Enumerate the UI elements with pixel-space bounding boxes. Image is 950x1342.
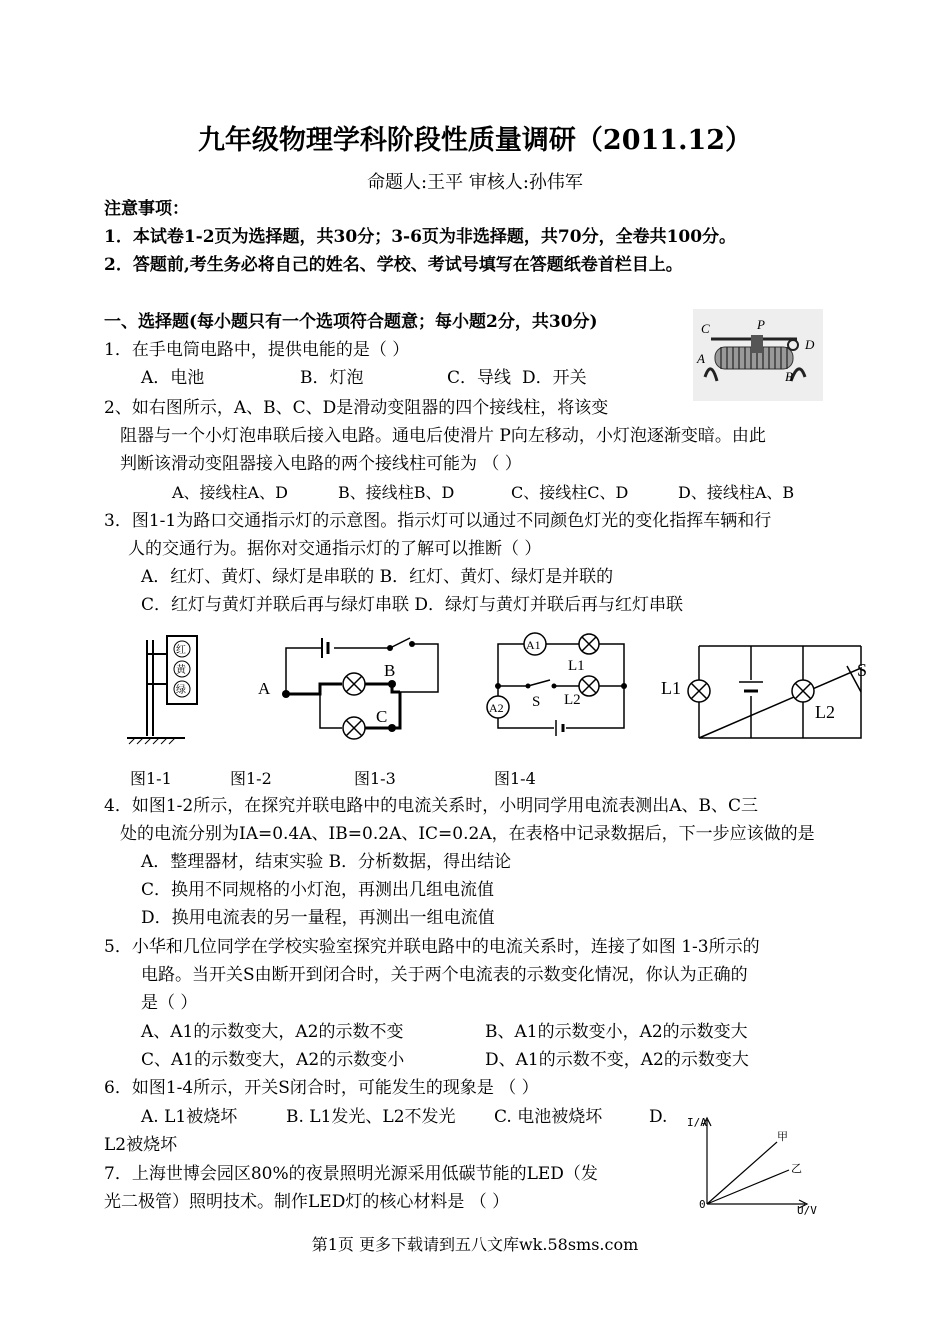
rheostat-slider — [751, 335, 763, 353]
figure-1-3 — [484, 630, 634, 740]
caption-fig-1-3: 图1-3 — [354, 769, 396, 788]
iu-graph — [685, 1112, 825, 1217]
lamp-l1-label: L1 — [568, 658, 585, 674]
series-jia-label: 甲 — [777, 1130, 788, 1143]
label-a: A — [697, 351, 705, 366]
q6-option-b: B. L1发光、L2不发光 — [286, 1107, 456, 1127]
f4-lamp-l1-label: L1 — [661, 678, 681, 698]
node-c-label: C — [376, 707, 388, 726]
ammeter-a1-label: A1 — [526, 638, 541, 652]
q4-options-ab: A．整理器材，结束实验 B．分析数据，得出结论 — [141, 852, 512, 872]
q2-option-d: D、接线柱A、B — [678, 483, 795, 502]
note-item: 2．答题前,考生务必将自己的姓名、学校、考试号填写在答题纸卷首栏目上。 — [104, 255, 683, 275]
line-yi — [707, 1170, 789, 1204]
figure-1-4 — [655, 636, 885, 746]
q6-option-d: D. — [649, 1107, 668, 1127]
f4-switch-s-label: S — [857, 660, 868, 680]
q3-line1: 3．图1-1为路口交通指示灯的示意图。指示灯可以通过不同颜色灯光的变化指挥车辆和行 — [104, 511, 772, 531]
caption-fig-1-1: 图1-1 — [130, 769, 172, 788]
page-title: 九年级物理学科阶段性质量调研（2011.12） — [197, 125, 753, 156]
q5-option-d: D、A1的示数不变，A2的示数变大 — [485, 1050, 749, 1070]
q1-option-a: A．电池 — [141, 368, 205, 388]
series-yi-label: 乙 — [791, 1162, 802, 1175]
q1-option-b: B．灯泡 — [300, 368, 364, 388]
q2-option-a: A、接线柱A、D — [172, 483, 288, 502]
caption-fig-1-2: 图1-2 — [230, 769, 272, 788]
switch-s-label: S — [532, 694, 541, 710]
origin-label: 0 — [699, 1198, 706, 1211]
q7-line2: 光二极管）照明技术。制作LED灯的核心材料是 （ ） — [104, 1192, 510, 1212]
light-red-label: 红 — [176, 645, 186, 656]
light-yellow-label: 黄 — [176, 665, 186, 676]
q5-line1: 5．小华和几位同学在学校实验室探究并联电路中的电流关系时，连接了如图 1-3所示的 — [104, 937, 760, 957]
q5-line3: 是（ ） — [141, 993, 198, 1013]
q4-line1: 4．如图1-2所示，在探究并联电路中的电流关系时，小明同学用电流表测出A、B、C三 — [104, 796, 758, 816]
q3-options-cd: C．红灯与黄灯并联后再与绿灯串联 D．绿灯与黄灯并联后再与红灯串联 — [141, 595, 684, 615]
q5-option-c: C、A1的示数变大，A2的示数变小 — [141, 1050, 405, 1070]
q6-option-a: A. L1被烧坏 — [141, 1107, 238, 1127]
section-heading: 一、选择题(每小题只有一个选项符合题意；每小题2分，共30分) — [104, 312, 598, 332]
figure-1-1 — [125, 632, 215, 744]
q1-option-c: C．导线 — [447, 368, 512, 388]
f4-lamp-l2-label: L2 — [815, 702, 835, 722]
q3-line2: 人的交通行为。据你对交通指示灯的了解可以推断（ ） — [128, 539, 542, 559]
q4-option-d: D．换用电流表的另一量程，再测出一组电流值 — [141, 908, 495, 928]
notes-heading: 注意事项： — [104, 199, 189, 219]
caption-fig-1-4: 图1-4 — [494, 769, 536, 788]
ammeter-a2-label: A2 — [489, 701, 504, 715]
q7-line1: 7．上海世博会园区80%的夜景照明光源采用低碳节能的LED（发 — [104, 1164, 598, 1184]
page-footer: 第1页 更多下载请到五八文库wk.58sms.com — [311, 1235, 639, 1254]
label-b: B — [785, 369, 793, 384]
label-p: P — [757, 317, 765, 332]
q2-line3: 判断该滑动变阻器接入电路的两个接线柱可能为 （ ） — [120, 454, 522, 474]
note-item: 1．本试卷1-2页为选择题，共30分；3-6页为非选择题，共70分，全卷共100分。 — [104, 227, 737, 247]
q6-option-d-cont: L2被烧坏 — [104, 1135, 178, 1155]
q4-option-c: C．换用不同规格的小灯泡，再测出几组电流值 — [141, 880, 495, 900]
label-d: D — [805, 337, 815, 352]
node-a-label: A — [258, 679, 271, 698]
figure-1-2 — [252, 630, 447, 745]
q4-line2: 处的电流分别为IA=0.4A、IB=0.2A、IC=0.2A，在表格中记录数据后，下一步应该做的是 — [120, 824, 815, 844]
q1-stem: 1．在手电筒电路中，提供电能的是（ ） — [104, 340, 410, 360]
q2-option-c: C、接线柱C、D — [511, 483, 629, 502]
q2-option-b: B、接线柱B、D — [338, 483, 455, 502]
node-b-label: B — [384, 661, 396, 680]
lamp-l2-label: L2 — [564, 692, 581, 708]
rheostat-figure — [693, 309, 823, 401]
q1-option-d: D．开关 — [522, 368, 587, 388]
q5-option-a: A、A1的示数变大，A2的示数不变 — [141, 1022, 404, 1042]
q5-option-b: B、A1的示数变小，A2的示数变大 — [485, 1022, 748, 1042]
authors-line: 命题人:王平 审核人:孙伟军 — [367, 172, 583, 193]
y-axis-label: I/A — [687, 1116, 707, 1129]
q2-line1: 2、如右图所示，A、B、C、D是滑动变阻器的四个接线柱，将该变 — [104, 398, 609, 418]
x-axis-label: U/V — [797, 1204, 817, 1217]
q3-options-ab: A．红灯、黄灯、绿灯是串联的 B．红灯、黄灯、绿灯是并联的 — [141, 567, 614, 587]
q5-line2: 电路。当开关S由断开到闭合时，关于两个电流表的示数变化情况，你认为正确的 — [141, 965, 748, 985]
line-jia — [707, 1142, 777, 1204]
label-c: C — [701, 321, 710, 336]
q2-line2: 阻器与一个小灯泡串联后接入电路。通电后使滑片 P向左移动，小灯泡逐渐变暗。由此 — [120, 426, 766, 446]
q6-stem: 6．如图1-4所示，开关S闭合时，可能发生的现象是 （ ） — [104, 1078, 539, 1098]
q6-option-c: C. 电池被烧坏 — [494, 1107, 603, 1127]
light-green-label: 绿 — [176, 685, 186, 696]
